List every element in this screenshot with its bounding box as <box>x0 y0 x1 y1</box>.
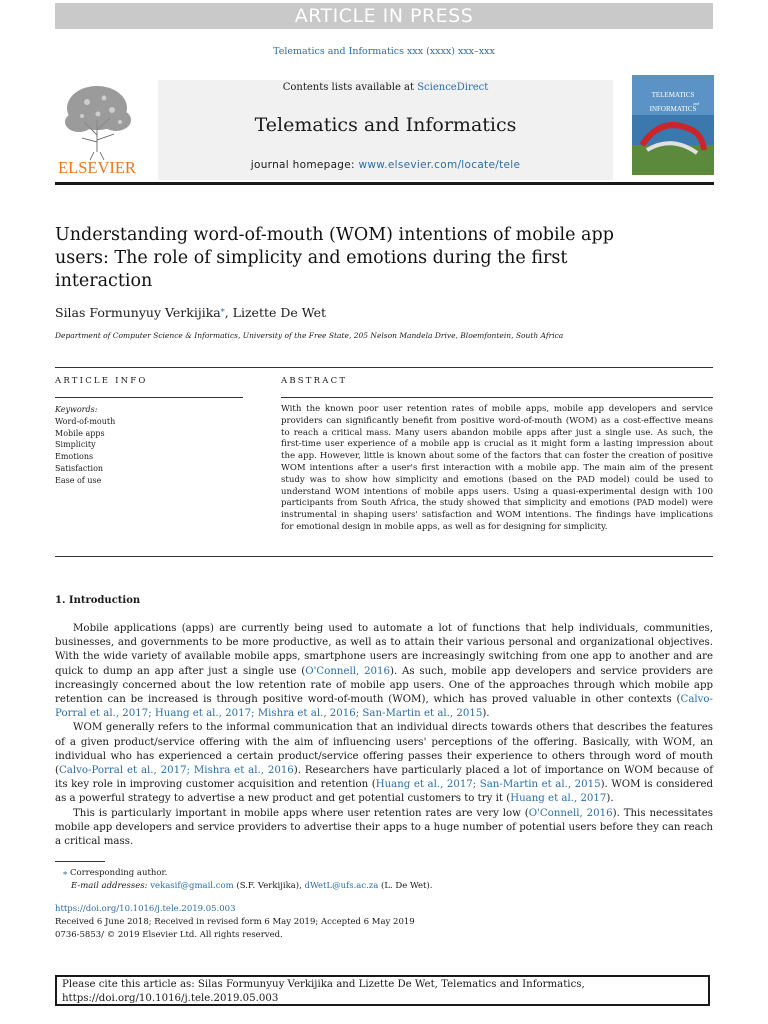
keywords-label: Keywords: <box>55 405 98 414</box>
email-link[interactable]: dWetL@ufs.ac.za <box>304 881 379 891</box>
abstract-heading: ABSTRACT <box>281 376 348 386</box>
email-owner: (L. De Wet). <box>378 881 433 891</box>
masthead-rule <box>55 182 714 185</box>
text-run: ). This necessitates mobile app developers and service providers to advertise their apps to a huge number of potential users before they can reach a critical mass. <box>55 807 714 848</box>
cover-title-and: and <box>693 101 699 106</box>
keyword-item: Ease of use <box>55 475 102 485</box>
footnote-mark: ⁎ <box>63 868 68 878</box>
homepage-link[interactable]: www.elsevier.com/locate/tele <box>358 159 521 171</box>
text-run: ). <box>482 708 490 720</box>
text-run: ). <box>606 793 614 805</box>
text-run: This is particularly important in mobile apps where user retention rates are very low ( <box>73 807 529 819</box>
elsevier-logo <box>54 80 140 176</box>
introduction-heading: 1. Introduction <box>55 595 141 606</box>
email-label: E-mail addresses: <box>71 881 151 891</box>
keyword-item: Word-of-mouth <box>55 416 116 426</box>
section-divider <box>55 556 713 557</box>
email-owner: (S.F. Verkijika), <box>233 881 305 891</box>
corresponding-author-note <box>55 867 432 880</box>
contents-prefix: Contents lists available at <box>282 82 418 93</box>
paragraph <box>55 721 713 806</box>
footnote-rule <box>55 861 105 862</box>
author-name: Silas Formunyuy Verkijika <box>55 305 221 321</box>
author-name: Lizette De Wet <box>232 305 327 321</box>
abstract-rule <box>281 397 713 398</box>
homepage-prefix: journal homepage: <box>250 159 359 171</box>
sciencedirect-link[interactable]: ScienceDirect <box>417 82 489 93</box>
citation-line: Please cite this article as: Silas Formunyuy Verkijika and Lizette De Wet, Telematics and Informatics, <box>62 979 585 990</box>
affiliation: Department of Computer Science & Informatics, University of the Free State, 205 Nelson Mandela Drive, Bloemfontein, South Africa <box>55 331 564 340</box>
footnote-text: Corresponding author. <box>67 868 168 878</box>
journal-title: Telematics and Informatics <box>254 114 517 136</box>
introduction-body <box>55 622 713 849</box>
corresponding-author-mark[interactable]: ⁎ <box>220 305 225 314</box>
citation-box <box>55 975 710 1006</box>
contents-line <box>158 82 613 93</box>
paragraph <box>55 807 713 850</box>
journal-homepage-line <box>158 159 613 171</box>
keywords-block <box>55 404 115 487</box>
text-run: ). Researchers have particularly placed a lot of importance on WOM because of its key role in improving customer acquisition and retention ( <box>55 765 713 791</box>
email-addresses <box>55 880 432 893</box>
citation-link[interactable]: Huang et al., 2017; San-Martin et al., 2015 <box>375 779 601 791</box>
author-separator: , <box>224 305 233 321</box>
journal-citation-link[interactable] <box>0 46 768 57</box>
elsevier-wordmark: ELSEVIER <box>58 158 136 176</box>
section-divider <box>55 367 713 368</box>
text-run: WOM generally refers to the informal communication that an individual directs towards others that describes the features of a given product/service offering with the aim of influencing users' perceptions of the offering. Basically, with WOM, an individual who has experienced a certain product/service offering passes their experience to others through word of mouth ( <box>55 722 713 777</box>
cover-title-line2: INFORMATICS <box>649 105 697 113</box>
publication-info <box>55 903 415 942</box>
keyword-item: Simplicity <box>55 440 96 450</box>
abstract-text: With the known poor user retention rates of mobile apps, mobile app developers and service providers can significantly benefit from positive word-of-mouth (WOM) as a cost-effective means to reach a critical mass. Many users abandon mobile apps after just a single use. As such, the first-time user experience of a mobile app is crucial as it might form a lasting impression about the app. However, little is known about some of the factors that can foster the creation of positive WOM intentions after a user's first interaction with a mobile app. The main aim of the present study was to show how simplicity and emotions (based on the PAD model) could be used to understand WOM intentions of mobile apps users. Using a quasi-experimental design with 100 participants from South Africa, the study showed that simplicity and emotions (PAD model) were instrumental in shaping users' satisfaction and WOM intentions. The findings have implications for emotional design in mobile apps, as well as for designing for simplicity. <box>281 404 713 532</box>
text-run: ). As such, mobile app developers and service providers are increasingly concerned about the low retention rate of mobile app users. One of the approaches through which mobile app retention can be increased is through positive word-of-mouth (WOM), which has proved valuable in other contexts ( <box>55 665 714 706</box>
article-in-press-banner: ARTICLE IN PRESS <box>55 3 713 29</box>
text-run: Mobile applications (apps) are currently being used to automate a lot of functions that help individuals, communities, businesses, and governments to be more productive, as well as to attain their various personal and organizational objectives. With the wide variety of available mobile apps, smartphone users are increasingly switching from one app to another and are quick to dump an app after just a single use ( <box>55 623 713 677</box>
email-link[interactable]: vekasif@gmail.com <box>150 881 234 891</box>
doi-link[interactable]: https://doi.org/10.1016/j.tele.2019.05.003 <box>55 904 236 914</box>
article-title: Understanding word-of-mouth (WOM) intentions of mobile app users: The role of simplicity and emotions during the first interaction <box>55 225 614 291</box>
paragraph <box>55 622 713 721</box>
journal-citation-text[interactable]: Telematics and Informatics xxx (xxxx) xxx–xxx <box>273 46 495 57</box>
journal-cover-image <box>632 75 714 175</box>
citation-link[interactable]: O'Connell, 2016 <box>305 665 390 677</box>
received-dates: Received 6 June 2018; Received in revised form 6 May 2019; Accepted 6 May 2019 <box>55 917 415 927</box>
text-run: ). WOM is considered as a powerful strategy to advertise a new product and get potential customers to try it ( <box>55 779 713 805</box>
citation-link[interactable]: O'Connell, 2016 <box>528 807 613 819</box>
footnotes <box>55 867 432 893</box>
copyright: 0736-5853/ © 2019 Elsevier Ltd. All rights reserved. <box>55 930 283 940</box>
article-info-rule <box>55 397 243 398</box>
article-info-heading: ARTICLE INFO <box>55 376 148 386</box>
citation-doi: https://doi.org/10.1016/j.tele.2019.05.003 <box>62 993 279 1004</box>
citation-link[interactable]: Calvo-Porral et al., 2017; Mishra et al., 2016 <box>58 765 294 777</box>
keyword-item: Mobile apps <box>55 428 105 438</box>
keyword-item: Satisfaction <box>55 463 104 473</box>
citation-link[interactable]: Calvo-Porral et al., 2017; Huang et al., 2017; Mishra et al., 2016; San-Martin et al., 2015 <box>55 694 713 720</box>
citation-link[interactable]: Huang et al., 2017 <box>510 793 607 805</box>
author-line <box>55 305 326 320</box>
keyword-item: Emotions <box>55 452 94 462</box>
cover-title-line1: TELEMATICS <box>651 91 695 99</box>
